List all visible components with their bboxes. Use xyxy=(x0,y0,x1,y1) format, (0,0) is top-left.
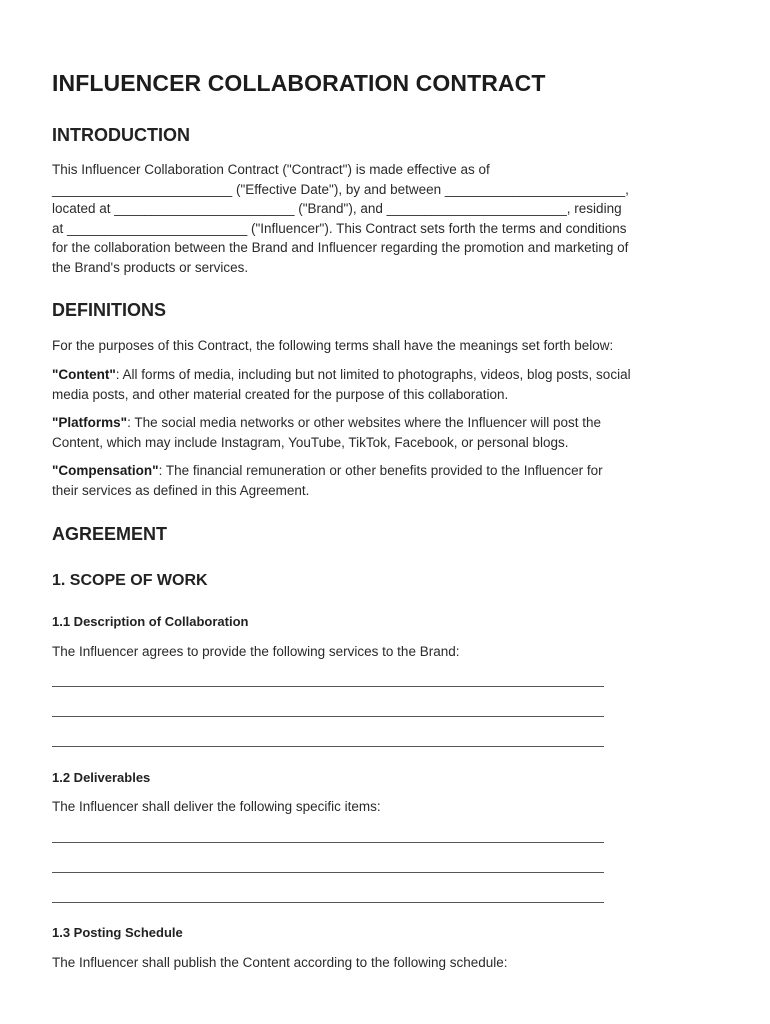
intro-line-6: the Brand's products or services. xyxy=(52,259,249,275)
definition-text: : The social media networks or other websites where the Influencer will post the xyxy=(127,415,602,430)
introduction-paragraph xyxy=(52,160,720,278)
intro-line-5: for the collaboration between the Brand and Influencer regarding the promotion and marketing of xyxy=(52,240,629,256)
definition-content xyxy=(52,365,720,404)
definition-text: : All forms of media, including but not limited to photographs, videos, blog posts, social xyxy=(115,367,631,382)
definition-term-compensation: "Compensation" xyxy=(52,463,159,478)
blank-fill-line[interactable] xyxy=(52,746,604,747)
scope-of-work-heading: 1. SCOPE OF WORK xyxy=(52,572,208,589)
section-1-3-heading: 1.3 Posting Schedule xyxy=(52,925,183,940)
definitions-intro: For the purposes of this Contract, the following terms shall have the meanings set forth below: xyxy=(52,338,614,353)
blank-fill-line[interactable] xyxy=(52,842,604,843)
section-1-1-heading: 1.1 Description of Collaboration xyxy=(52,614,249,629)
definition-platforms xyxy=(52,413,720,452)
introduction-heading: INTRODUCTION xyxy=(52,125,190,145)
intro-line-4: at ________________________ ("Influencer"). This Contract sets forth the terms and conditions xyxy=(52,220,627,236)
definition-text: : The financial remuneration or other benefits provided to the Influencer for xyxy=(158,463,603,478)
agreement-heading: AGREEMENT xyxy=(52,524,168,544)
definition-text: their services as defined in this Agreement. xyxy=(52,482,310,498)
definition-text: media posts, and other material created for the purpose of this collaboration. xyxy=(52,386,509,402)
blank-fill-line[interactable] xyxy=(52,686,604,687)
section-1-1-text: The Influencer agrees to provide the following services to the Brand: xyxy=(52,644,460,659)
section-1-2-text: The Influencer shall deliver the following specific items: xyxy=(52,799,381,814)
section-1-2-heading: 1.2 Deliverables xyxy=(52,770,151,785)
intro-line-1: This Influencer Collaboration Contract ("Contract") is made effective as of xyxy=(52,162,490,177)
definition-compensation xyxy=(52,461,720,500)
definition-term-platforms: "Platforms" xyxy=(52,415,128,430)
intro-line-3: located at ________________________ ("Brand"), and ________________________, residing xyxy=(52,201,622,217)
blank-fill-line[interactable] xyxy=(52,902,604,903)
blank-fill-line[interactable] xyxy=(52,872,604,873)
document-title: INFLUENCER COLLABORATION CONTRACT xyxy=(52,70,546,96)
section-1-3-text: The Influencer shall publish the Content according to the following schedule: xyxy=(52,955,508,970)
intro-line-2: ________________________ ("Effective Date"), by and between ________________________, xyxy=(52,181,629,197)
definition-term-content: "Content" xyxy=(52,367,116,382)
definitions-heading: DEFINITIONS xyxy=(52,300,167,320)
blank-fill-line[interactable] xyxy=(52,716,604,717)
definition-text: Content, which may include Instagram, YouTube, TikTok, Facebook, or personal blogs. xyxy=(52,434,569,450)
